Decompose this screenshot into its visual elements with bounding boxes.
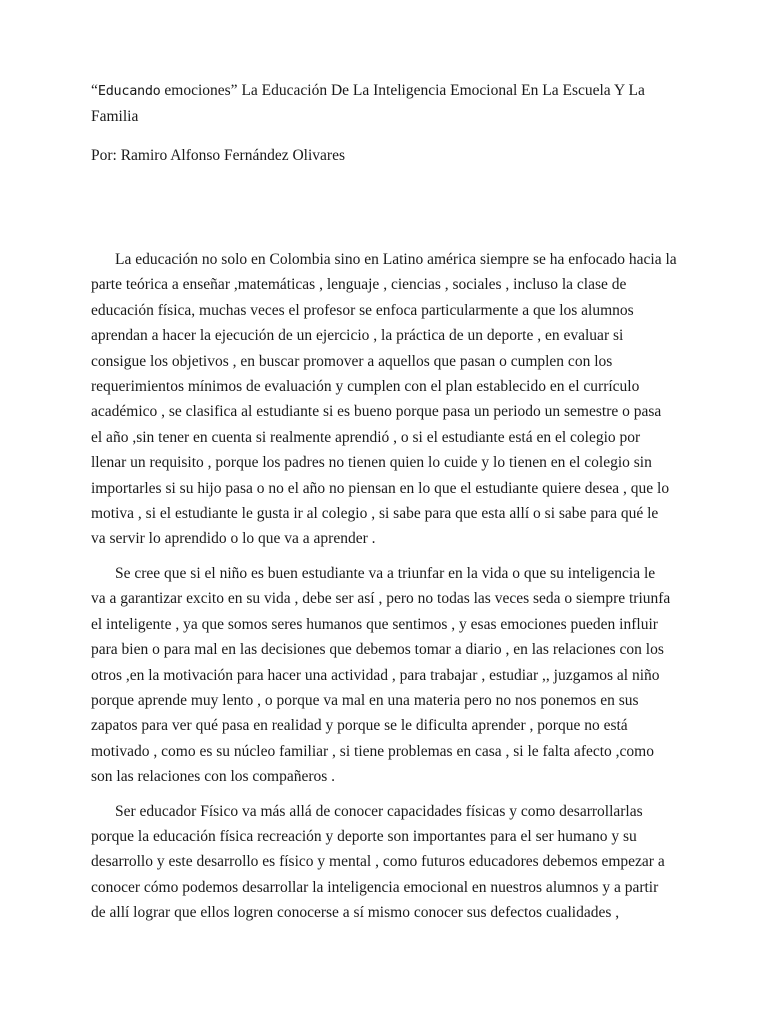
paragraph-line: Ser educador Físico va más allá de conocer capacidades físicas y como desarrollarlas — [115, 802, 643, 820]
paragraph-line: para bien o para mal en las decisiones que debemos tomar a diario , en las relaciones con los — [91, 641, 664, 659]
paragraph-line: parte teórica a enseñar ,matemáticas , lenguaje , ciencias , sociales , incluso la clase de — [91, 276, 627, 294]
paragraph-line: va servir lo aprendido o lo que va a aprender . — [91, 530, 376, 548]
title-quoted-rest: emociones” — [160, 82, 238, 99]
body-paragraph — [91, 247, 691, 552]
paragraph-line: porque aprende muy lento , o porque va mal en una materia pero no nos ponemos en sus — [91, 691, 639, 709]
body-paragraph — [91, 799, 691, 926]
title-quote-open: “ — [91, 82, 98, 99]
paragraph-line: el año ,sin tener en cuenta si realmente aprendió , o si el estudiante está en el colegio por — [91, 428, 641, 446]
paragraph-line: requerimientos mínimos de evaluación y cumplen con el plan establecido en el currículo — [91, 378, 640, 396]
title-quoted-word: Educando — [97, 83, 161, 99]
document-body — [91, 247, 691, 926]
paragraph-line: porque la educación física recreación y deporte son importantes para el ser humano y su — [91, 827, 637, 845]
paragraph-line: La educación no solo en Colombia sino en Latino américa siempre se ha enfocado hacia la — [115, 251, 677, 268]
paragraph-line: va a garantizar excito en su vida , debe ser así , pero no todas las veces seda o siempre triunfa — [91, 590, 671, 608]
paragraph-line: académico , se clasifica al estudiante si es bueno porque pasa un periodo un semestre o pasa — [91, 403, 662, 421]
paragraph-line: importarles si su hijo pasa o no el año no piensan en lo que el estudiante quiere desea , que lo — [91, 479, 670, 497]
paragraph-line: llenar un requisito , porque los padres no tienen quien lo cuide y lo tienen en el colegio sin — [91, 454, 652, 472]
title-rest: La Educación De La Inteligencia Emocional En La Escuela Y La Familia — [91, 82, 645, 125]
paragraph-line: otros ,en la motivación para hacer una actividad , para trabajar , estudiar ,, juzgamos al niño — [91, 666, 660, 684]
body-paragraph — [91, 561, 691, 790]
paragraph-line: motivado , como es su núcleo familiar , si tiene problemas en casa , si le falta afecto ,como — [91, 742, 654, 760]
document-title — [91, 78, 681, 129]
paragraph-line: desarrollo y este desarrollo es físico y mental , como futuros educadores debemos empezar a — [91, 853, 665, 871]
paragraph-line: motiva , si el estudiante le gusta ir al colegio , si sabe para que esta allí o si sabe para qué le — [91, 505, 659, 523]
paragraph-line: Se cree que si el niño es buen estudiante va a triunfar en la vida o que su inteligencia le — [115, 564, 656, 582]
paragraph-line: educación física, muchas veces el profesor se enfoca particularmente a que los alumnos — [91, 301, 634, 319]
title-spacer — [91, 168, 691, 247]
document-page — [91, 78, 691, 935]
paragraph-line: son las relaciones con los compañeros . — [91, 768, 336, 786]
paragraph-line: el inteligente , ya que somos seres humanos que sentimos , y esas emociones pueden influir — [91, 615, 658, 633]
paragraph-line: conocer cómo podemos desarrollar la inteligencia emocional en nuestros alumnos y a partir — [91, 878, 659, 896]
paragraph-line: consigue los objetivos , en buscar promover a aquellos que pasan o cumplen con los — [91, 352, 613, 370]
paragraph-line: de allí lograr que ellos logren conocerse a sí mismo conocer sus defectos cualidades , — [91, 904, 620, 922]
paragraph-line: zapatos para ver qué pasa en realidad y porque se le dificulta aprender , porque no está — [91, 717, 628, 735]
paragraph-line: aprendan a hacer la ejecución de un ejercicio , la práctica de un deporte , en evaluar si — [91, 327, 624, 345]
document-author: Por: Ramiro Alfonso Fernández Olivares — [91, 147, 345, 164]
